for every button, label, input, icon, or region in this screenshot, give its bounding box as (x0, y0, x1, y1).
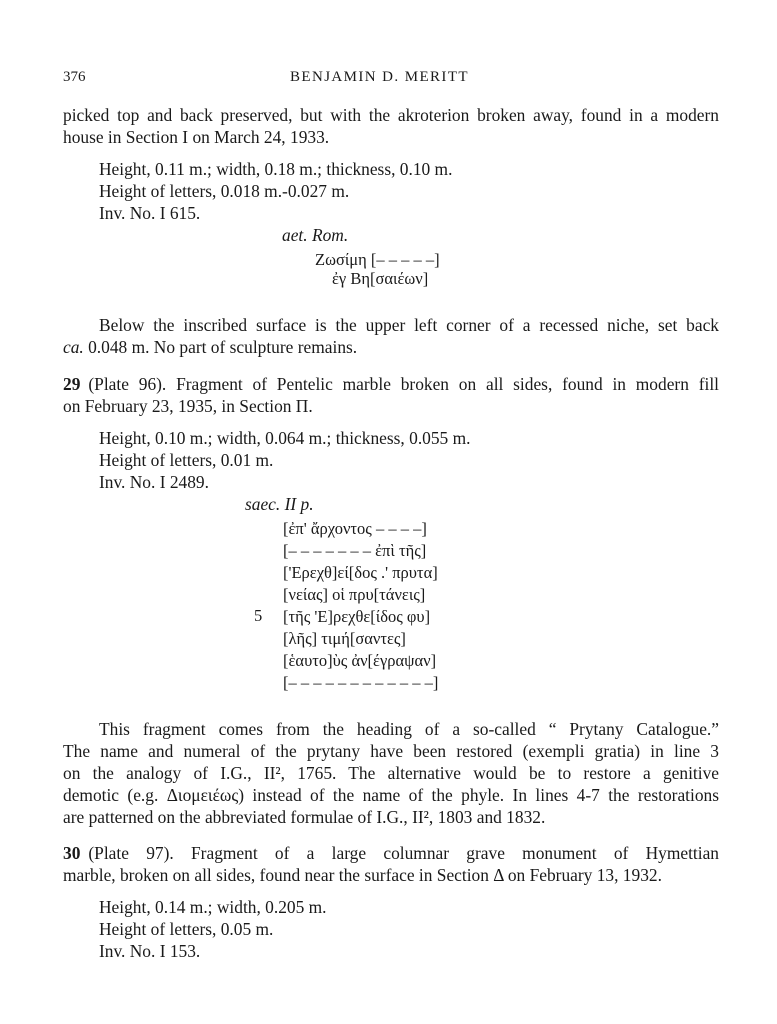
entry29-inscription-line-2: [– – – – – – – ἐπὶ τῆς] (283, 541, 427, 560)
entry29-inscription-line-8: [– – – – – – – – – – – –] (283, 673, 439, 692)
entry29-inventory: Inv. No. I 2489. (99, 472, 209, 492)
entry28-note-line-2: ca. 0.048 m. No part of sculpture remains. (63, 337, 358, 357)
entry30-dimensions: Height, 0.14 m.; width, 0.205 m. (99, 897, 327, 917)
entry30-number: 30 (63, 843, 81, 863)
entry29-line-number: 5 (254, 606, 263, 625)
entry29-description-line-2: on February 23, 1935, in Section Π. (63, 396, 313, 416)
intro-line-1: picked top and back preserved, but with the akroterion broken away, found in a modern (63, 105, 719, 125)
entry28-letter-height: Height of letters, 0.018 m.-0.027 m. (99, 181, 350, 201)
entry29-commentary-line-5: are patterned on the abbreviated formulae of I.G., II², 1803 and 1832. (63, 807, 546, 827)
entry29-description-line-1: 29 (Plate 96). Fragment of Pentelic marble broken on all sides, found in modern fill (63, 374, 719, 394)
entry28-date: aet. Rom. (282, 225, 349, 245)
entry28-inscription-line-1: Ζωσίμη [– – – – –] (315, 250, 440, 269)
entry29-commentary-line-1: This fragment comes from the heading of a so-called “ Prytany Catalogue.” (99, 719, 719, 739)
entry29-inscription-line-6: [λῆς] τιμή[σαντες] (283, 629, 406, 648)
entry29-inscription-line-3: ['Ερεχθ]εί[δος .' πρυτα] (283, 563, 438, 582)
entry30-description-line-2: marble, broken on all sides, found near the surface in Section Δ on February 13, 1932. (63, 865, 662, 885)
entry28-note-line-1: Below the inscribed surface is the upper left corner of a recessed niche, set back (99, 315, 719, 335)
intro-line-2: house in Section I on March 24, 1933. (63, 127, 330, 147)
entry29-commentary-line-3: on the analogy of I.G., II², 1765. The alternative would be to restore a genitive (63, 763, 719, 783)
entry29-commentary-line-2: The name and numeral of the prytany have been restored (exempli gratia) in line 3 (63, 741, 719, 761)
entry28-inscription-line-2: ἐγ Βη[σαιέων] (332, 269, 429, 288)
entry29-inscription-line-7: [ἑαυτο]ὺς ἀν[έγραψαν] (283, 651, 437, 670)
entry30-letter-height: Height of letters, 0.05 m. (99, 919, 274, 939)
page-number: 376 (63, 69, 86, 85)
entry29-letter-height: Height of letters, 0.01 m. (99, 450, 274, 470)
entry30-inventory: Inv. No. I 153. (99, 941, 201, 961)
entry29-inscription-line-4: [νείας] οἱ πρυ[τάνεις] (283, 585, 426, 604)
entry30-description-line-1: 30 (Plate 97). Fragment of a large columnar grave monument of Hymettian (63, 843, 719, 863)
entry28-dimensions: Height, 0.11 m.; width, 0.18 m.; thickness, 0.10 m. (99, 159, 453, 179)
entry29-commentary-line-4: demotic (e.g. Διομειέως) instead of the name of the phyle. In lines 4-7 the restorations (63, 785, 719, 805)
entry29-inscription-line-1: [ἐπ' ἄρχοντος – – – –] (283, 519, 427, 538)
entry29-number: 29 (63, 374, 81, 394)
running-head: BENJAMIN D. MERITT (290, 69, 469, 85)
entry28-inventory: Inv. No. I 615. (99, 203, 201, 223)
entry29-date: saec. II p. (245, 494, 314, 514)
entry29-dimensions: Height, 0.10 m.; width, 0.064 m.; thickness, 0.055 m. (99, 428, 471, 448)
entry29-inscription-line-5: [τῆς 'Ε]ρεχθε[ίδος φυ] (283, 607, 431, 626)
